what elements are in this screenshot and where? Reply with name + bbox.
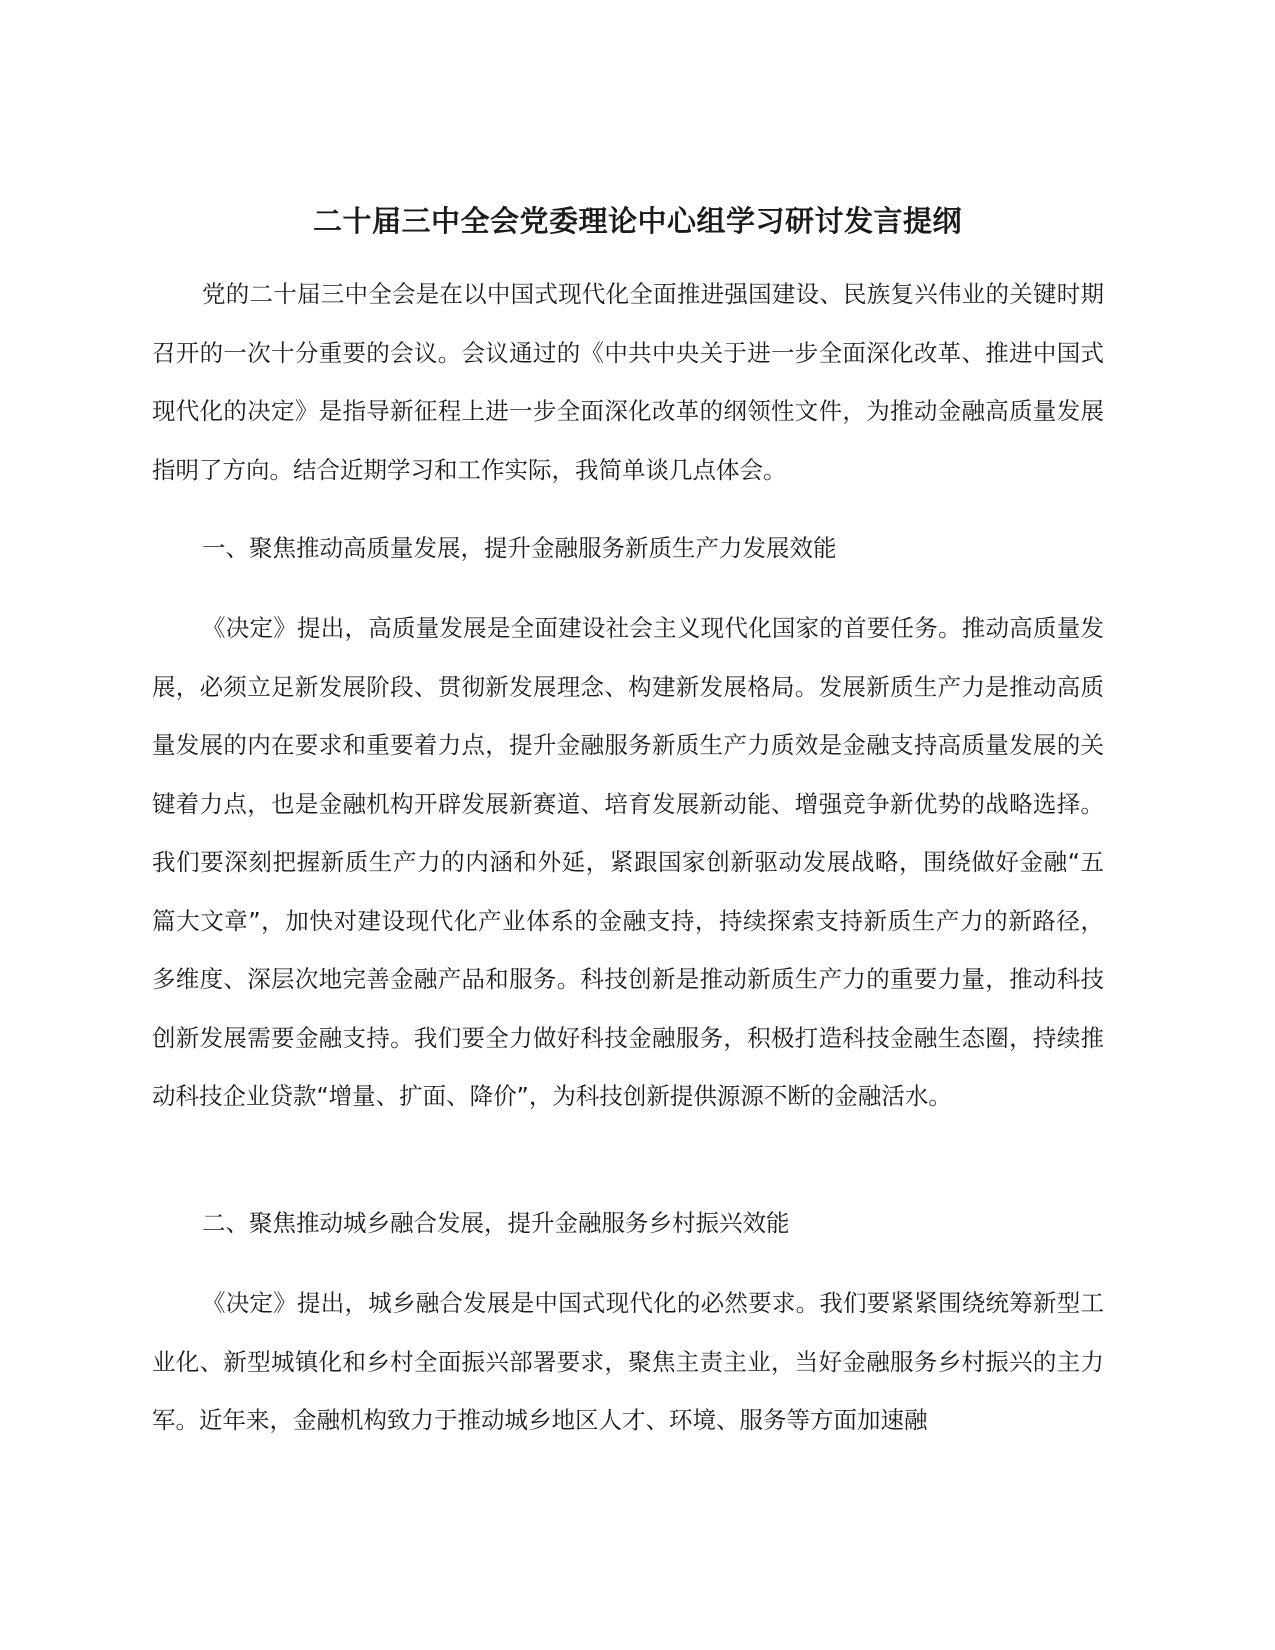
section-heading-2: 二、聚焦推动城乡融合发展，提升金融服务乡村振兴效能 [202, 1209, 790, 1237]
document-title: 二十届三中全会党委理论中心组学习研讨发言提纲 [312, 204, 962, 239]
section-paragraph-1: 《决定》提出，高质量发展是全面建设社会主义现代化国家的首要任务。推动高质量发展，必须立足新发展阶段、贯彻新发展理念、构建新发展格局。发展新质生产力是推动高质量发展的内在要求和重要着力点，提升金融服务新质生产力质效是金融支持高质量发展的关键着力点，也是金融机构开辟发展新赛道、培育发展新动能、增强竞争新优势的战略选择。我们要深刻把握新质生产力的内涵和外延，紧跟国家创新驱动发展战略，围绕做好金融“五篇大文章”，加快对建设现代化产业体系的金融支持，持续探索支持新质生产力的新路径，多维度、深层次地完善金融产品和服务。科技创新是推动新质生产力的重要力量，推动科技创新发展需要金融支持。我们要全力做好科技金融服务，积极打造科技金融生态圈，持续推动科技企业贷款“增量、扩面、降价”，为科技创新提供源源不断的金融活水。 [152, 614, 1104, 1110]
section-paragraph-2: 《决定》提出，城乡融合发展是中国式现代化的必然要求。我们要紧紧围绕统筹新型工业化、新型城镇化和乡村全面振兴部署要求，聚焦主责主业，当好金融服务乡村振兴的主力军。近年来，金融机构致力于推动城乡地区人才、环境、服务等方面加速融 [152, 1289, 1104, 1434]
intro-paragraph: 党的二十届三中全会是在以中国式现代化全面推进强国建设、民族复兴伟业的关键时期召开的一次十分重要的会议。会议通过的《中共中央关于进一步全面深化改革、推进中国式现代化的决定》是指导新征程上进一步全面深化改革的纲领性文件，为推动金融高质量发展指明了方向。结合近期学习和工作实际，我简单谈几点体会。 [152, 280, 1104, 484]
section-heading-1: 一、聚焦推动高质量发展，提升金融服务新质生产力发展效能 [202, 534, 837, 562]
